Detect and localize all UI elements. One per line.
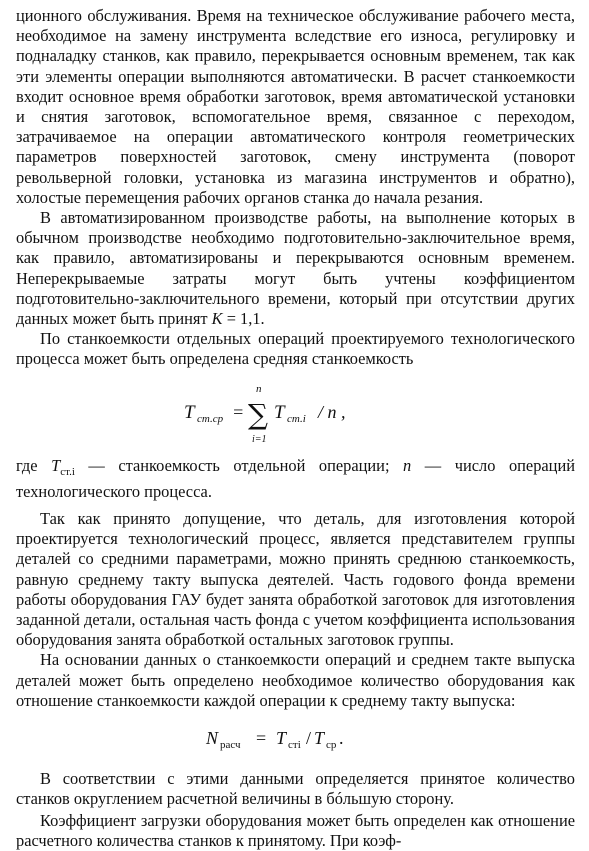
formula-2-num: T [275, 728, 286, 749]
paragraph-2 [16, 208, 575, 329]
paragraph-1: ционного обслуживания. Время на техническое обслуживание рабочего места, необходимое на замену инструмента вследствие его износа, регулировку и подналадку станков, как правило, перекрывается основным временем, так как эти элементы операции выполняются автоматически. В расчет станкоемкости входит основное время обработки заготовок, время автоматической установки и снятия заготовок, вспомогательное время, связанное с переходом, затрачиваемое на операции автоматического контроля геометрических параметров поверхностей заготовок, смену инструмента (поворот револьверной головки, установка из магазина инструментов и обратно), холостые перемещения рабочих органов станка до начала резания. [16, 6, 575, 207]
formula-2-eq: = [255, 728, 266, 749]
formula-equipment-count [16, 725, 575, 751]
formula-2-lhs-sub: расч [219, 739, 241, 752]
formula-2-den-sub: ср [325, 739, 336, 752]
formula-average-machine-time [16, 378, 575, 448]
paragraph-4 [16, 456, 575, 502]
formula-2-num-sub: стi [287, 739, 301, 752]
k-value: = 1,1. [222, 309, 265, 329]
paragraph-6: На основании данных о станкоемкости операций и среднем такте выпуска деталей может быть определено необходимое количество оборудования как отношение станкоемкости каждой операции к среднему такту выпуска: [16, 650, 575, 710]
formula-2-slash: / [305, 728, 311, 749]
paragraph-2-text: В автоматизированном производстве работы, на выполнение которых в обычном производстве необходимо подготовительно-заключительное время, как правило, автоматизированы и перекрываются основным временем. Неперекрываемые затраты могут быть учтены коэффициентом подготовительно-заключительного времени, который при отсутствии других данных может быть принят [16, 208, 575, 329]
formula-1-svg [166, 378, 426, 448]
formula-1-sum-bottom: i=1 [251, 433, 267, 445]
definition-1: — станкоемкость отдельной операции; [74, 455, 404, 475]
definition-2: — число операций технологического процесса. [16, 455, 575, 501]
n-symbol: n [403, 455, 412, 475]
formula-2-den: T [313, 728, 324, 749]
formula-1-sum-sign: ∑ [247, 397, 268, 431]
formula-1-eq: = [231, 401, 244, 422]
formula-1-term-sub: ст.i [286, 412, 306, 425]
formula-1-sum-top: n [255, 382, 261, 395]
paragraph-3: По станкоемкости отдельных операций проектируемого технологического процесса может быть определена средняя станкоемкость [16, 329, 575, 369]
formula-1-lhs: T [183, 401, 195, 423]
document-page [16, 6, 575, 851]
formula-1-lhs-sub: ст.ср [196, 412, 223, 425]
paragraph-7: В соответствии с этими данными определяется принятое количество станков округлением расчетной величины в бóльшую сторону. [16, 769, 575, 809]
paragraph-5: Так как принято допущение, что деталь, для изготовления которой проектируется технологический процесс, является представителем группы деталей со средними параметрами, можно принять среднюю станкоемкость, равную среднему такту выпуска деятелей. Часть годового фонда времени работы оборудования ГАУ будет занята обработкой заготовок для изготовления заданной детали, остальная часть фонда с учетом коэффициента использования оборудования занята обработкой остальных заготовок группы. [16, 509, 575, 650]
formula-2-svg [196, 725, 396, 751]
formula-2-lhs: N [205, 728, 218, 749]
paragraph-8: Коэффициент загрузки оборудования может быть определен как отношение расчетного количества станков к принятому. При коэф- [16, 810, 575, 850]
where-word: где [16, 455, 52, 475]
formula-2-tail: . [338, 728, 343, 749]
t-symbol-sub: ст.i [60, 465, 75, 478]
formula-1-term: T [273, 401, 285, 423]
formula-1-tail: / n , [317, 401, 346, 422]
t-symbol: T [51, 455, 61, 475]
k-symbol: K [211, 309, 223, 329]
